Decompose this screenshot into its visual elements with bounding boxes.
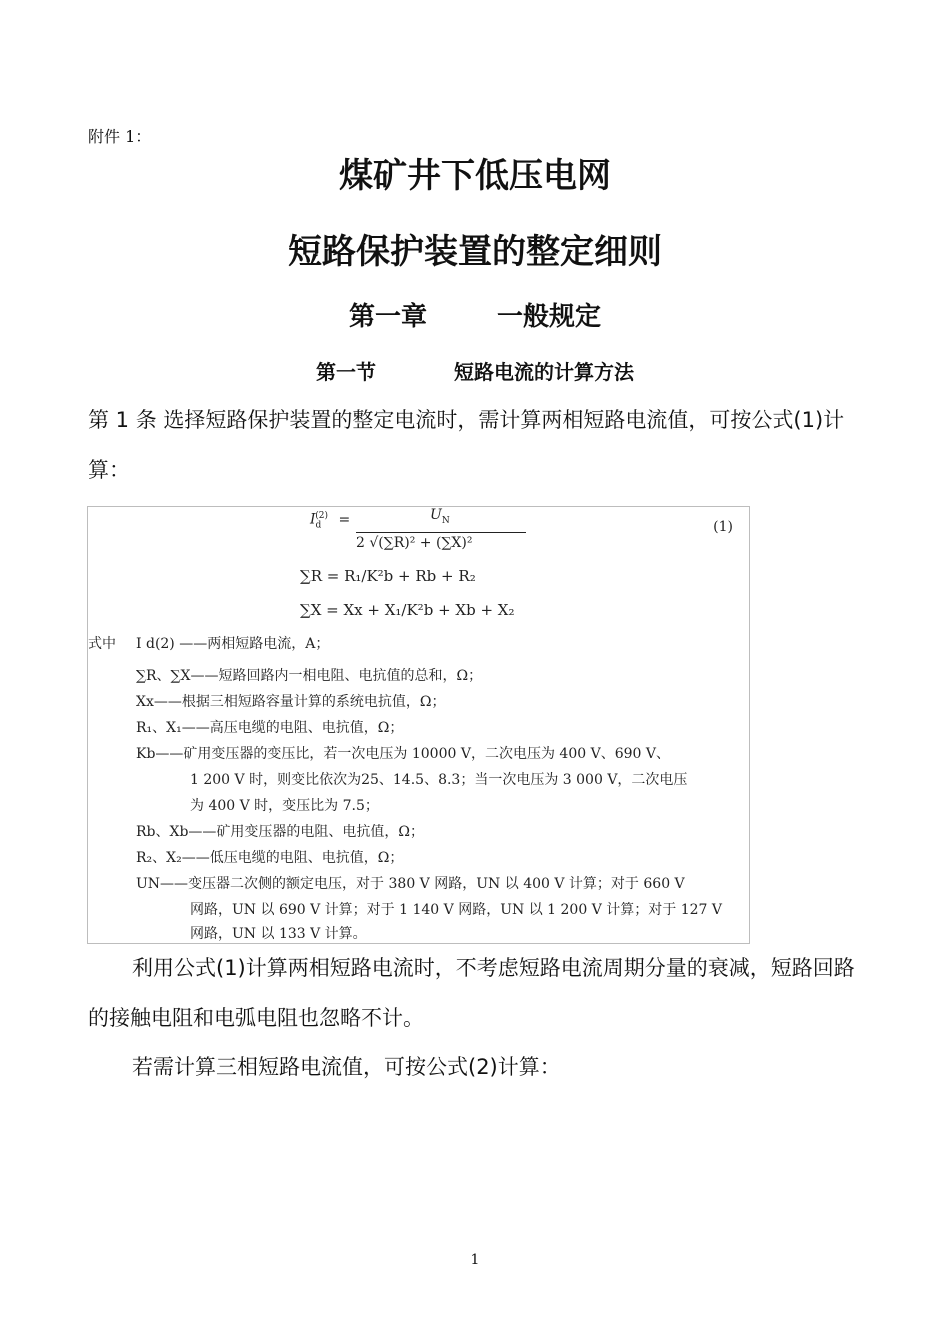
fraction-bar [356,532,526,533]
def-row: Xx——根据三相短路容量计算的系统电抗值，Ω； [136,694,446,710]
def-row-continued: 网路，UN 以 690 V 计算；对于 1 140 V 网路，UN 以 1 200 V 计算；对于 127 V [190,902,722,918]
def-row: I d(2) ——两相短路电流，A； [136,636,330,652]
where-label: 式中 [88,636,116,652]
paragraph-formula-1-note: 利用公式(1)计算两相短路电流时，不考虑短路电流周期分量的衰减，短路回路的接触电阻和电弧电阻也忽略不计。 [88,956,855,1030]
eq1-denominator: 2 √(∑R)² + (∑X)² [356,535,473,551]
def-row-continued: 1 200 V 时，则变比依次为25、14.5、8.3；当一次电压为 3 000 V，二次电压 [190,772,688,788]
def-row: Kb——矿用变压器的变压比，若一次电压为 10000 V，二次电压为 400 V、690 V、 [136,746,670,762]
section-name: 短路电流的计算方法 [454,360,634,384]
def-row-continued: 网路，UN 以 133 V 计算。 [190,926,367,942]
def-row: Rb、Xb——矿用变压器的电阻、电抗值，Ω； [136,824,425,840]
document-title-line1: 煤矿井下低压电网 [339,156,611,196]
equation-number-1: (1) [713,519,733,535]
attachment-label: 附件 1： [88,127,152,146]
page-number: 1 [470,1252,480,1268]
def-row: R₁、X₁——高压电缆的电阻、电抗值，Ω； [136,720,404,736]
def-row: ∑R、∑X——短路回路内一相电阻、电抗值的总和，Ω； [136,668,483,684]
def-row-continued: 为 400 V 时，变压比为 7.5； [190,798,379,814]
paragraph-three-phase: 若需计算三相短路电流值，可按公式(2)计算： [132,1055,561,1079]
def-row: UN——变压器二次侧的额定电压，对于 380 V 网路，UN 以 400 V 计算；对于 660 V [136,876,685,892]
eq2-sum-r: ∑R = R₁/K²b + Rb + R₂ [300,567,476,585]
chapter-number: 第一章 [348,302,427,332]
chapter-name: 一般规定 [497,302,602,332]
eq1-numerator: $U_N$ [430,507,450,526]
formula-figure [87,506,750,944]
eq3-sum-x: ∑X = Xx + X₁/K²b + Xb + X₂ [300,601,515,619]
section-heading [0,356,950,385]
chapter-heading [0,296,950,333]
eq1-lhs: $I_d^{(2)}$ = [310,511,351,531]
document-title-line2: 短路保护装置的整定细则 [288,232,662,272]
def-row: R₂、X₂——低压电缆的电阻、电抗值，Ω； [136,850,404,866]
section-number: 第一节 [316,360,376,384]
article-1-paragraph: 第 1 条 选择短路保护装置的整定电流时，需计算两相短路电流值，可按公式(1)计算： [88,408,845,482]
